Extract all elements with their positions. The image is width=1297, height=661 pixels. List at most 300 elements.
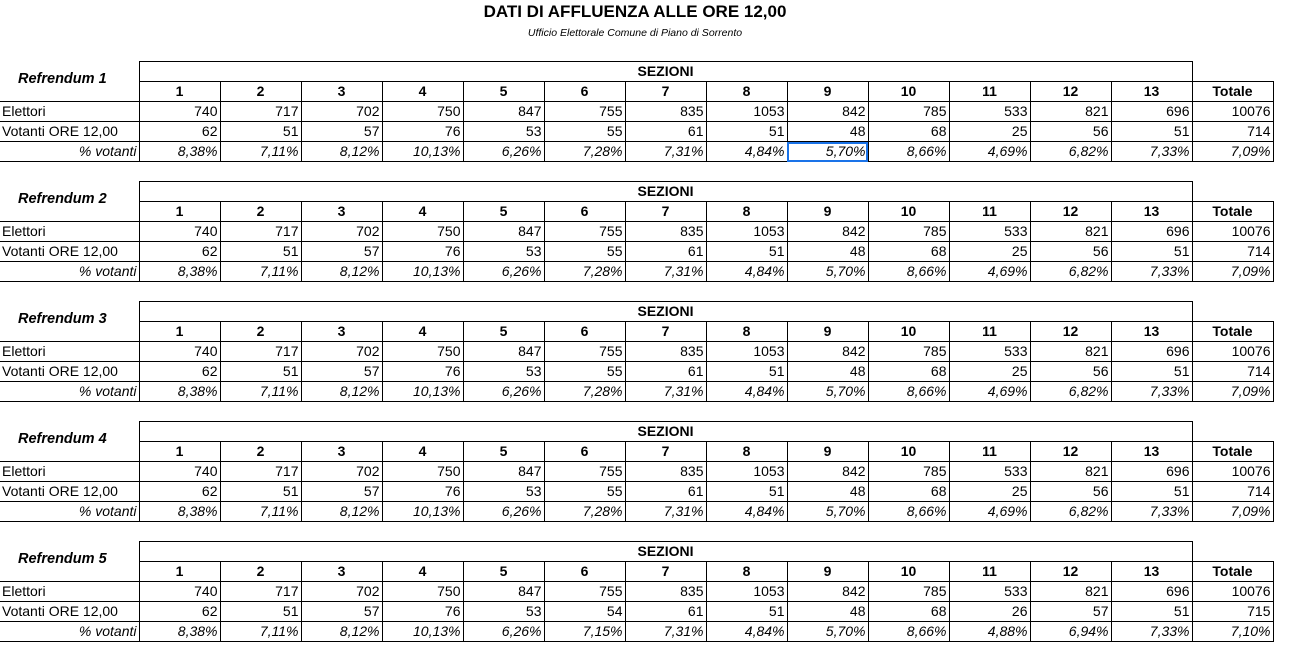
cell-pct-votanti[interactable]: 4,69%: [949, 262, 1030, 282]
section-number-header[interactable]: 2: [220, 202, 301, 222]
cell-totale-pct-votanti[interactable]: 7,09%: [1192, 142, 1273, 162]
row-label-votanti[interactable]: Votanti ORE 12,00: [0, 602, 139, 622]
cell-elettori[interactable]: 696: [1111, 342, 1192, 362]
row-label-elettori[interactable]: Elettori: [0, 102, 139, 122]
cell-pct-votanti[interactable]: 6,26%: [463, 262, 544, 282]
cell-votanti[interactable]: 25: [949, 242, 1030, 262]
totale-header[interactable]: Totale: [1192, 322, 1273, 342]
section-number-header[interactable]: 11: [949, 562, 1030, 582]
cell-pct-votanti[interactable]: 8,12%: [301, 382, 382, 402]
section-number-header[interactable]: 1: [139, 562, 220, 582]
cell-elettori[interactable]: 533: [949, 222, 1030, 242]
cell-pct-votanti[interactable]: 5,70%: [787, 262, 868, 282]
cell-elettori[interactable]: 717: [220, 342, 301, 362]
cell-elettori[interactable]: 702: [301, 342, 382, 362]
cell-pct-votanti[interactable]: 6,82%: [1030, 382, 1111, 402]
cell-pct-votanti[interactable]: 6,26%: [463, 502, 544, 522]
cell-pct-votanti[interactable]: 6,82%: [1030, 142, 1111, 162]
cell-elettori[interactable]: 740: [139, 342, 220, 362]
cell-pct-votanti[interactable]: 7,33%: [1111, 262, 1192, 282]
cell-elettori[interactable]: 847: [463, 342, 544, 362]
cell-pct-votanti[interactable]: 4,84%: [706, 142, 787, 162]
section-number-header[interactable]: 10: [868, 562, 949, 582]
cell-elettori[interactable]: 1053: [706, 222, 787, 242]
cell-pct-votanti[interactable]: 7,11%: [220, 502, 301, 522]
cell-elettori[interactable]: 533: [949, 102, 1030, 122]
cell-votanti[interactable]: 53: [463, 242, 544, 262]
cell-pct-votanti[interactable]: 10,13%: [382, 382, 463, 402]
cell-elettori[interactable]: 1053: [706, 102, 787, 122]
cell-elettori[interactable]: 750: [382, 582, 463, 602]
section-number-header[interactable]: 7: [625, 442, 706, 462]
section-number-header[interactable]: 8: [706, 82, 787, 102]
cell-pct-votanti[interactable]: 4,69%: [949, 502, 1030, 522]
cell-pct-votanti[interactable]: 7,33%: [1111, 142, 1192, 162]
section-number-header[interactable]: 1: [139, 442, 220, 462]
cell-elettori[interactable]: 847: [463, 102, 544, 122]
cell-elettori[interactable]: 821: [1030, 102, 1111, 122]
cell-pct-votanti[interactable]: 7,28%: [544, 502, 625, 522]
cell-votanti[interactable]: 61: [625, 122, 706, 142]
sezioni-header[interactable]: SEZIONI: [139, 62, 1192, 82]
section-number-header[interactable]: 5: [463, 202, 544, 222]
cell-elettori[interactable]: 702: [301, 462, 382, 482]
cell-votanti[interactable]: 51: [706, 242, 787, 262]
section-number-header[interactable]: 10: [868, 442, 949, 462]
cell-votanti[interactable]: 56: [1030, 482, 1111, 502]
section-number-header[interactable]: 13: [1111, 442, 1192, 462]
cell-votanti[interactable]: 56: [1030, 242, 1111, 262]
cell-elettori[interactable]: 533: [949, 462, 1030, 482]
cell-elettori[interactable]: 717: [220, 462, 301, 482]
section-number-header[interactable]: 3: [301, 322, 382, 342]
cell-totale-pct-votanti[interactable]: 7,10%: [1192, 622, 1273, 642]
totale-header[interactable]: Totale: [1192, 442, 1273, 462]
cell-votanti[interactable]: 68: [868, 362, 949, 382]
section-number-header[interactable]: 10: [868, 82, 949, 102]
cell-votanti[interactable]: 76: [382, 362, 463, 382]
section-number-header[interactable]: 9: [787, 562, 868, 582]
cell-pct-votanti[interactable]: 7,28%: [544, 262, 625, 282]
cell-votanti[interactable]: 61: [625, 602, 706, 622]
cell-pct-votanti[interactable]: 4,84%: [706, 262, 787, 282]
cell-votanti[interactable]: 51: [220, 122, 301, 142]
section-number-header[interactable]: 1: [139, 322, 220, 342]
cell-pct-votanti[interactable]: 10,13%: [382, 262, 463, 282]
cell-pct-votanti[interactable]: 7,28%: [544, 382, 625, 402]
section-number-header[interactable]: 11: [949, 322, 1030, 342]
cell-votanti[interactable]: 56: [1030, 362, 1111, 382]
cell-totale-votanti[interactable]: 715: [1192, 602, 1273, 622]
cell-pct-votanti[interactable]: 8,66%: [868, 262, 949, 282]
cell-pct-votanti[interactable]: 8,38%: [139, 262, 220, 282]
cell-votanti[interactable]: 51: [220, 602, 301, 622]
cell-votanti[interactable]: 62: [139, 482, 220, 502]
cell-votanti[interactable]: 25: [949, 482, 1030, 502]
cell-votanti[interactable]: 57: [301, 602, 382, 622]
cell-pct-votanti[interactable]: 8,66%: [868, 382, 949, 402]
cell-votanti[interactable]: 56: [1030, 122, 1111, 142]
section-number-header[interactable]: 1: [139, 202, 220, 222]
section-number-header[interactable]: 8: [706, 562, 787, 582]
cell-pct-votanti[interactable]: 5,70%: [787, 622, 868, 642]
cell-votanti[interactable]: 51: [220, 242, 301, 262]
cell-votanti[interactable]: 51: [220, 482, 301, 502]
cell-elettori[interactable]: 1053: [706, 582, 787, 602]
section-number-header[interactable]: 3: [301, 202, 382, 222]
sezioni-header[interactable]: SEZIONI: [139, 542, 1192, 562]
section-number-header[interactable]: 4: [382, 442, 463, 462]
section-number-header[interactable]: 3: [301, 442, 382, 462]
cell-elettori[interactable]: 702: [301, 582, 382, 602]
cell-pct-votanti[interactable]: 4,88%: [949, 622, 1030, 642]
cell-elettori[interactable]: 717: [220, 582, 301, 602]
row-label-pct-votanti[interactable]: % votanti: [0, 502, 139, 522]
cell-elettori[interactable]: 1053: [706, 342, 787, 362]
row-label-elettori[interactable]: Elettori: [0, 342, 139, 362]
cell-pct-votanti[interactable]: 7,28%: [544, 142, 625, 162]
cell-elettori[interactable]: 755: [544, 102, 625, 122]
cell-elettori[interactable]: 1053: [706, 462, 787, 482]
cell-votanti[interactable]: 51: [706, 122, 787, 142]
section-number-header[interactable]: 13: [1111, 322, 1192, 342]
cell-pct-votanti[interactable]: 7,11%: [220, 262, 301, 282]
cell-pct-votanti[interactable]: 8,38%: [139, 502, 220, 522]
cell-votanti[interactable]: 68: [868, 122, 949, 142]
section-number-header[interactable]: 7: [625, 322, 706, 342]
cell-votanti[interactable]: 51: [1111, 602, 1192, 622]
cell-votanti[interactable]: 53: [463, 362, 544, 382]
cell-pct-votanti[interactable]: 7,11%: [220, 142, 301, 162]
row-label-pct-votanti[interactable]: % votanti: [0, 622, 139, 642]
cell-pct-votanti[interactable]: 10,13%: [382, 622, 463, 642]
section-number-header[interactable]: 2: [220, 562, 301, 582]
row-label-votanti[interactable]: Votanti ORE 12,00: [0, 122, 139, 142]
cell-votanti[interactable]: 68: [868, 482, 949, 502]
cell-elettori[interactable]: 785: [868, 222, 949, 242]
cell-pct-votanti[interactable]: 7,11%: [220, 382, 301, 402]
cell-votanti[interactable]: 57: [301, 122, 382, 142]
cell-elettori[interactable]: 702: [301, 102, 382, 122]
cell-pct-votanti[interactable]: 8,66%: [868, 142, 949, 162]
cell-elettori[interactable]: 785: [868, 342, 949, 362]
cell-votanti[interactable]: 51: [706, 362, 787, 382]
cell-elettori[interactable]: 835: [625, 102, 706, 122]
cell-totale-pct-votanti[interactable]: 7,09%: [1192, 262, 1273, 282]
section-number-header[interactable]: 9: [787, 202, 868, 222]
section-number-header[interactable]: 9: [787, 82, 868, 102]
cell-elettori[interactable]: 750: [382, 102, 463, 122]
cell-pct-votanti[interactable]: 6,26%: [463, 142, 544, 162]
cell-elettori[interactable]: 821: [1030, 462, 1111, 482]
cell-pct-votanti[interactable]: 4,69%: [949, 142, 1030, 162]
cell-elettori[interactable]: 740: [139, 462, 220, 482]
cell-votanti[interactable]: 51: [220, 362, 301, 382]
cell-votanti[interactable]: 54: [544, 602, 625, 622]
cell-pct-votanti[interactable]: 7,31%: [625, 382, 706, 402]
section-number-header[interactable]: 10: [868, 322, 949, 342]
cell-votanti[interactable]: 62: [139, 242, 220, 262]
row-label-pct-votanti[interactable]: % votanti: [0, 142, 139, 162]
cell-votanti[interactable]: 48: [787, 482, 868, 502]
row-label-elettori[interactable]: Elettori: [0, 222, 139, 242]
section-number-header[interactable]: 3: [301, 562, 382, 582]
cell-pct-votanti[interactable]: 4,84%: [706, 502, 787, 522]
cell-totale-elettori[interactable]: 10076: [1192, 102, 1273, 122]
cell-pct-votanti[interactable]: 8,12%: [301, 502, 382, 522]
section-number-header[interactable]: 6: [544, 82, 625, 102]
row-label-pct-votanti[interactable]: % votanti: [0, 382, 139, 402]
cell-pct-votanti[interactable]: 6,82%: [1030, 502, 1111, 522]
section-number-header[interactable]: 4: [382, 202, 463, 222]
cell-votanti[interactable]: 62: [139, 602, 220, 622]
section-number-header[interactable]: 3: [301, 82, 382, 102]
cell-elettori[interactable]: 785: [868, 462, 949, 482]
cell-elettori[interactable]: 842: [787, 222, 868, 242]
cell-elettori[interactable]: 533: [949, 342, 1030, 362]
cell-votanti[interactable]: 53: [463, 602, 544, 622]
cell-pct-votanti[interactable]: 6,26%: [463, 622, 544, 642]
cell-elettori[interactable]: 750: [382, 462, 463, 482]
section-number-header[interactable]: 6: [544, 442, 625, 462]
cell-pct-votanti[interactable]: 7,33%: [1111, 382, 1192, 402]
section-number-header[interactable]: 12: [1030, 562, 1111, 582]
cell-elettori[interactable]: 842: [787, 582, 868, 602]
section-number-header[interactable]: 8: [706, 202, 787, 222]
cell-votanti[interactable]: 55: [544, 482, 625, 502]
cell-votanti[interactable]: 25: [949, 362, 1030, 382]
section-number-header[interactable]: 6: [544, 202, 625, 222]
cell-elettori[interactable]: 835: [625, 462, 706, 482]
cell-elettori[interactable]: 821: [1030, 222, 1111, 242]
cell-elettori[interactable]: 835: [625, 222, 706, 242]
section-number-header[interactable]: 12: [1030, 442, 1111, 462]
cell-elettori[interactable]: 785: [868, 582, 949, 602]
cell-elettori[interactable]: 847: [463, 222, 544, 242]
cell-votanti[interactable]: 57: [1030, 602, 1111, 622]
totale-header[interactable]: Totale: [1192, 82, 1273, 102]
section-number-header[interactable]: 13: [1111, 82, 1192, 102]
cell-pct-votanti[interactable]: 8,38%: [139, 142, 220, 162]
section-number-header[interactable]: 12: [1030, 202, 1111, 222]
cell-pct-votanti[interactable]: 7,15%: [544, 622, 625, 642]
cell-elettori[interactable]: 750: [382, 342, 463, 362]
section-number-header[interactable]: 5: [463, 442, 544, 462]
fill-handle[interactable]: [866, 159, 869, 162]
section-number-header[interactable]: 10: [868, 202, 949, 222]
cell-votanti[interactable]: 51: [1111, 242, 1192, 262]
cell-votanti[interactable]: 26: [949, 602, 1030, 622]
section-number-header[interactable]: 7: [625, 202, 706, 222]
section-number-header[interactable]: 7: [625, 562, 706, 582]
cell-votanti[interactable]: 57: [301, 242, 382, 262]
cell-elettori[interactable]: 785: [868, 102, 949, 122]
cell-pct-votanti[interactable]: 8,12%: [301, 142, 382, 162]
cell-pct-votanti[interactable]: 7,31%: [625, 622, 706, 642]
section-number-header[interactable]: 8: [706, 322, 787, 342]
cell-votanti[interactable]: 55: [544, 242, 625, 262]
cell-votanti[interactable]: 76: [382, 122, 463, 142]
cell-votanti[interactable]: 48: [787, 362, 868, 382]
row-label-votanti[interactable]: Votanti ORE 12,00: [0, 362, 139, 382]
cell-elettori[interactable]: 842: [787, 462, 868, 482]
cell-elettori[interactable]: 717: [220, 102, 301, 122]
cell-pct-votanti[interactable]: 6,94%: [1030, 622, 1111, 642]
cell-pct-votanti[interactable]: 4,84%: [706, 382, 787, 402]
cell-elettori[interactable]: 821: [1030, 342, 1111, 362]
cell-totale-elettori[interactable]: 10076: [1192, 582, 1273, 602]
section-number-header[interactable]: 7: [625, 82, 706, 102]
cell-votanti[interactable]: 51: [1111, 362, 1192, 382]
cell-elettori[interactable]: 755: [544, 462, 625, 482]
cell-elettori[interactable]: 847: [463, 582, 544, 602]
cell-pct-votanti[interactable]: 8,12%: [301, 262, 382, 282]
section-number-header[interactable]: 8: [706, 442, 787, 462]
cell-votanti[interactable]: 53: [463, 122, 544, 142]
cell-elettori[interactable]: 740: [139, 222, 220, 242]
cell-pct-votanti[interactable]: 8,12%: [301, 622, 382, 642]
cell-elettori[interactable]: 750: [382, 222, 463, 242]
section-number-header[interactable]: 11: [949, 202, 1030, 222]
cell-votanti[interactable]: 53: [463, 482, 544, 502]
section-number-header[interactable]: 2: [220, 322, 301, 342]
section-number-header[interactable]: 6: [544, 322, 625, 342]
cell-elettori[interactable]: 702: [301, 222, 382, 242]
section-number-header[interactable]: 12: [1030, 322, 1111, 342]
cell-totale-pct-votanti[interactable]: 7,09%: [1192, 382, 1273, 402]
row-label-votanti[interactable]: Votanti ORE 12,00: [0, 482, 139, 502]
cell-votanti[interactable]: 76: [382, 242, 463, 262]
section-number-header[interactable]: 5: [463, 82, 544, 102]
cell-pct-votanti[interactable]: 7,11%: [220, 622, 301, 642]
cell-votanti[interactable]: 57: [301, 362, 382, 382]
cell-elettori[interactable]: 847: [463, 462, 544, 482]
section-number-header[interactable]: 9: [787, 442, 868, 462]
row-label-elettori[interactable]: Elettori: [0, 462, 139, 482]
cell-totale-elettori[interactable]: 10076: [1192, 222, 1273, 242]
cell-votanti[interactable]: 55: [544, 362, 625, 382]
cell-pct-votanti[interactable]: 7,33%: [1111, 622, 1192, 642]
cell-totale-elettori[interactable]: 10076: [1192, 342, 1273, 362]
cell-pct-votanti[interactable]: 6,82%: [1030, 262, 1111, 282]
row-label-votanti[interactable]: Votanti ORE 12,00: [0, 242, 139, 262]
section-number-header[interactable]: 13: [1111, 202, 1192, 222]
cell-elettori[interactable]: 755: [544, 222, 625, 242]
cell-elettori[interactable]: 842: [787, 102, 868, 122]
cell-pct-votanti[interactable]: 4,69%: [949, 382, 1030, 402]
section-number-header[interactable]: 9: [787, 322, 868, 342]
cell-totale-votanti[interactable]: 714: [1192, 242, 1273, 262]
cell-votanti[interactable]: 62: [139, 362, 220, 382]
cell-votanti[interactable]: 48: [787, 602, 868, 622]
cell-totale-pct-votanti[interactable]: 7,09%: [1192, 502, 1273, 522]
section-number-header[interactable]: 6: [544, 562, 625, 582]
cell-votanti[interactable]: 61: [625, 362, 706, 382]
cell-votanti[interactable]: 62: [139, 122, 220, 142]
cell-pct-votanti[interactable]: 7,31%: [625, 142, 706, 162]
cell-votanti[interactable]: 51: [1111, 122, 1192, 142]
cell-pct-votanti[interactable]: 8,38%: [139, 622, 220, 642]
cell-votanti[interactable]: 61: [625, 242, 706, 262]
cell-totale-votanti[interactable]: 714: [1192, 362, 1273, 382]
section-number-header[interactable]: 13: [1111, 562, 1192, 582]
cell-elettori[interactable]: 835: [625, 582, 706, 602]
sezioni-header[interactable]: SEZIONI: [139, 182, 1192, 202]
cell-pct-votanti[interactable]: 7,33%: [1111, 502, 1192, 522]
totale-header[interactable]: Totale: [1192, 202, 1273, 222]
cell-pct-votanti[interactable]: 7,31%: [625, 262, 706, 282]
cell-elettori[interactable]: 755: [544, 342, 625, 362]
cell-pct-votanti[interactable]: 8,66%: [868, 502, 949, 522]
section-number-header[interactable]: 5: [463, 562, 544, 582]
cell-elettori[interactable]: 533: [949, 582, 1030, 602]
row-label-elettori[interactable]: Elettori: [0, 582, 139, 602]
section-number-header[interactable]: 11: [949, 82, 1030, 102]
totale-header[interactable]: Totale: [1192, 562, 1273, 582]
sezioni-header[interactable]: SEZIONI: [139, 422, 1192, 442]
cell-votanti[interactable]: 61: [625, 482, 706, 502]
section-number-header[interactable]: 5: [463, 322, 544, 342]
cell-elettori[interactable]: 696: [1111, 582, 1192, 602]
cell-votanti[interactable]: 51: [706, 602, 787, 622]
cell-votanti[interactable]: 68: [868, 602, 949, 622]
cell-elettori[interactable]: 821: [1030, 582, 1111, 602]
section-number-header[interactable]: 12: [1030, 82, 1111, 102]
cell-votanti[interactable]: 68: [868, 242, 949, 262]
section-number-header[interactable]: 11: [949, 442, 1030, 462]
cell-votanti[interactable]: 76: [382, 482, 463, 502]
section-number-header[interactable]: 4: [382, 322, 463, 342]
section-number-header[interactable]: 4: [382, 82, 463, 102]
section-number-header[interactable]: 2: [220, 82, 301, 102]
selected-cell[interactable]: 5,70%: [787, 142, 868, 162]
section-number-header[interactable]: 4: [382, 562, 463, 582]
section-number-header[interactable]: 1: [139, 82, 220, 102]
cell-votanti[interactable]: 57: [301, 482, 382, 502]
cell-elettori[interactable]: 842: [787, 342, 868, 362]
cell-pct-votanti[interactable]: 10,13%: [382, 502, 463, 522]
cell-totale-elettori[interactable]: 10076: [1192, 462, 1273, 482]
cell-elettori[interactable]: 835: [625, 342, 706, 362]
cell-votanti[interactable]: 51: [1111, 482, 1192, 502]
cell-totale-votanti[interactable]: 714: [1192, 482, 1273, 502]
cell-pct-votanti[interactable]: 7,31%: [625, 502, 706, 522]
cell-pct-votanti[interactable]: 6,26%: [463, 382, 544, 402]
cell-votanti[interactable]: 48: [787, 122, 868, 142]
cell-pct-votanti[interactable]: 8,38%: [139, 382, 220, 402]
cell-pct-votanti[interactable]: 4,84%: [706, 622, 787, 642]
cell-totale-votanti[interactable]: 714: [1192, 122, 1273, 142]
row-label-pct-votanti[interactable]: % votanti: [0, 262, 139, 282]
cell-elettori[interactable]: 755: [544, 582, 625, 602]
cell-elettori[interactable]: 717: [220, 222, 301, 242]
cell-elettori[interactable]: 696: [1111, 462, 1192, 482]
cell-elettori[interactable]: 740: [139, 582, 220, 602]
cell-elettori[interactable]: 696: [1111, 102, 1192, 122]
cell-votanti[interactable]: 55: [544, 122, 625, 142]
cell-pct-votanti[interactable]: 5,70%: [787, 502, 868, 522]
cell-votanti[interactable]: 51: [706, 482, 787, 502]
cell-pct-votanti[interactable]: 10,13%: [382, 142, 463, 162]
cell-pct-votanti[interactable]: 5,70%: [787, 382, 868, 402]
sezioni-header[interactable]: SEZIONI: [139, 302, 1192, 322]
cell-elettori[interactable]: 740: [139, 102, 220, 122]
cell-votanti[interactable]: 76: [382, 602, 463, 622]
cell-elettori[interactable]: 696: [1111, 222, 1192, 242]
cell-votanti[interactable]: 48: [787, 242, 868, 262]
section-number-header[interactable]: 2: [220, 442, 301, 462]
cell-pct-votanti[interactable]: 8,66%: [868, 622, 949, 642]
